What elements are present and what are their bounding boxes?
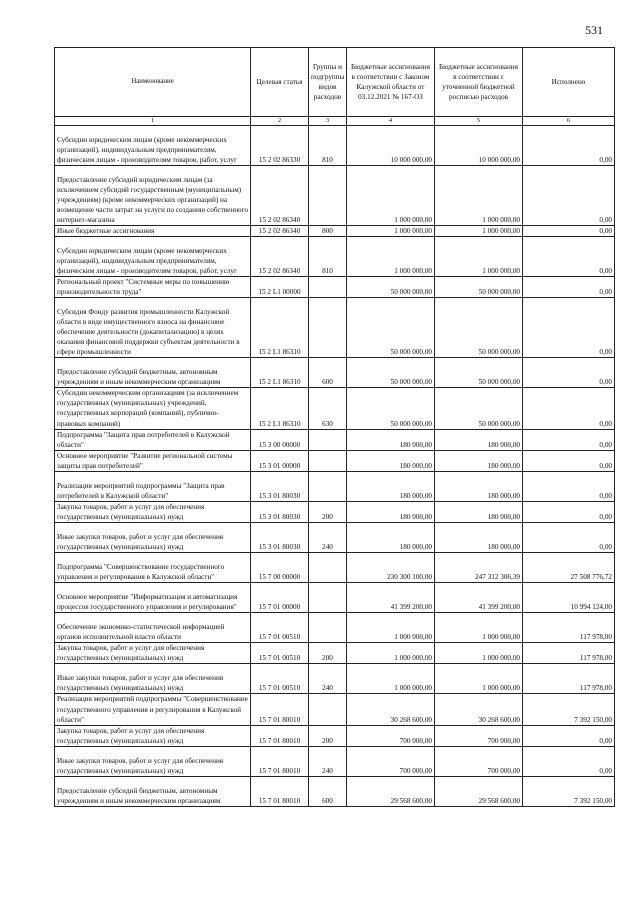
row-target-code: 15 7 01 00510 xyxy=(251,643,309,664)
row-assigned-refined: 180 000,00 xyxy=(435,472,523,502)
row-assigned-refined: 247 312 306,39 xyxy=(435,553,523,583)
row-assigned-refined: 180 000,00 xyxy=(435,450,523,471)
row-expense-group xyxy=(309,472,347,502)
row-assigned-law: 30 268 600,00 xyxy=(347,694,435,725)
row-assigned-law: 1 000 000,00 xyxy=(347,237,435,277)
row-executed: 0,00 xyxy=(523,388,615,429)
table-row xyxy=(55,358,615,388)
row-assigned-law: 1 000 000,00 xyxy=(347,166,435,226)
row-assigned-refined: 1 000 000,00 xyxy=(435,664,523,694)
row-assigned-refined: 30 268 600,00 xyxy=(435,694,523,725)
row-assigned-law: 180 000,00 xyxy=(347,502,435,523)
row-name: Предоставление субсидий бюджетным, автономным учреждениям и иным некоммерческим организациям xyxy=(55,776,251,806)
row-target-code: 15 2 L1 86310 xyxy=(251,388,309,429)
row-expense-group: 810 xyxy=(309,237,347,277)
row-assigned-refined: 180 000,00 xyxy=(435,523,523,553)
row-name: Иные закупки товаров, работ и услуг для обеспечения государственных (муниципальных) нужд xyxy=(55,746,251,776)
row-executed: 0,00 xyxy=(523,237,615,277)
table-row xyxy=(55,523,615,553)
row-expense-group xyxy=(309,298,347,358)
row-expense-group: 200 xyxy=(309,643,347,664)
table-row xyxy=(55,583,615,613)
table-row xyxy=(55,694,615,725)
row-expense-group: 240 xyxy=(309,664,347,694)
row-target-code: 15 7 00 00000 xyxy=(251,553,309,583)
row-target-code: 15 7 01 80010 xyxy=(251,725,309,746)
row-assigned-refined: 1 000 000,00 xyxy=(435,226,523,237)
row-name: Иные закупки товаров, работ и услуг для обеспечения государственных (муниципальных) нужд xyxy=(55,523,251,553)
row-name: Предоставление субсидий юридическим лицам (за исключением субсидий государственным (муниципальным) учреждениям) (кроме некоммерческих организаций) на возмещение части затрат на услуги по созданию собственного интернет-магазина xyxy=(55,166,251,226)
table-row xyxy=(55,277,615,298)
row-assigned-refined: 1 000 000,00 xyxy=(435,643,523,664)
row-name: Реализация мероприятий подпрограммы "Защита прав потребителей в Калужской области" xyxy=(55,472,251,502)
row-assigned-law: 180 000,00 xyxy=(347,450,435,471)
row-assigned-law: 700 000,00 xyxy=(347,725,435,746)
table-row xyxy=(55,553,615,583)
row-expense-group: 630 xyxy=(309,388,347,429)
row-expense-group xyxy=(309,613,347,643)
row-assigned-refined: 50 000 000,00 xyxy=(435,298,523,358)
row-executed: 0,00 xyxy=(523,472,615,502)
row-target-code: 15 7 01 00000 xyxy=(251,583,309,613)
row-assigned-refined: 180 000,00 xyxy=(435,429,523,450)
row-assigned-law: 50 000 000,00 xyxy=(347,388,435,429)
row-name: Подпрограмма "Защита прав потребителей в Калужской области" xyxy=(55,429,251,450)
row-assigned-refined: 10 000 000,00 xyxy=(435,126,523,166)
row-assigned-refined: 1 000 000,00 xyxy=(435,613,523,643)
row-expense-group: 600 xyxy=(309,776,347,806)
table-row xyxy=(55,388,615,429)
table-row xyxy=(55,776,615,806)
row-assigned-refined: 50 000 000,00 xyxy=(435,358,523,388)
row-executed: 10 994 124,00 xyxy=(523,583,615,613)
row-assigned-law: 1 000 000,00 xyxy=(347,664,435,694)
row-assigned-refined: 29 568 600,00 xyxy=(435,776,523,806)
row-target-code: 15 7 01 80010 xyxy=(251,746,309,776)
row-executed: 0,00 xyxy=(523,298,615,358)
row-assigned-law: 50 000 000,00 xyxy=(347,298,435,358)
column-number: 5 xyxy=(435,117,523,126)
row-executed: 117 978,00 xyxy=(523,643,615,664)
row-assigned-refined: 700 000,00 xyxy=(435,746,523,776)
row-target-code: 15 7 01 00510 xyxy=(251,664,309,694)
row-expense-group xyxy=(309,553,347,583)
row-target-code: 15 2 02 86340 xyxy=(251,166,309,226)
row-target-code: 15 2 02 86340 xyxy=(251,226,309,237)
row-name: Предоставление субсидий бюджетным, автономным учреждениям и иным некоммерческим организациям xyxy=(55,358,251,388)
row-expense-group: 600 xyxy=(309,358,347,388)
row-assigned-refined: 50 000 000,00 xyxy=(435,388,523,429)
row-name: Закупка товаров, работ и услуг для обеспечения государственных (муниципальных) нужд xyxy=(55,725,251,746)
row-name: Субсидии некоммерческим организациям (за исключением государственных (муниципальных) учреждений, государственных корпораций (компаний), публично-правовых компаний) xyxy=(55,388,251,429)
row-name: Реализация мероприятий подпрограммы "Совершенствование государственного управления и регулирования в Калужской области" xyxy=(55,694,251,725)
row-executed: 0,00 xyxy=(523,126,615,166)
row-executed: 7 392 150,00 xyxy=(523,776,615,806)
row-executed: 0,00 xyxy=(523,502,615,523)
header-executed: Исполнено xyxy=(523,48,615,117)
row-expense-group xyxy=(309,694,347,725)
row-name: Иные бюджетные ассигнования xyxy=(55,226,251,237)
row-expense-group xyxy=(309,277,347,298)
table-row xyxy=(55,664,615,694)
row-name: Обеспечение экономико-статистической информацией органов исполнительной власти области xyxy=(55,613,251,643)
row-assigned-law: 29 568 600,00 xyxy=(347,776,435,806)
row-expense-group xyxy=(309,583,347,613)
row-expense-group xyxy=(309,450,347,471)
row-executed: 117 978,00 xyxy=(523,613,615,643)
table-row xyxy=(55,746,615,776)
row-assigned-law: 180 000,00 xyxy=(347,472,435,502)
table-row xyxy=(55,613,615,643)
column-number: 3 xyxy=(309,117,347,126)
row-expense-group: 240 xyxy=(309,523,347,553)
row-target-code: 15 7 01 80010 xyxy=(251,776,309,806)
row-name: Субсидии юридическим лицам (кроме некоммерческих организаций), индивидуальным предпринимателям, физическим лицам - производителям товаров, работ, услуг xyxy=(55,126,251,166)
row-target-code: 15 3 01 00000 xyxy=(251,450,309,471)
table-body xyxy=(55,126,615,807)
row-name: Субсидии юридическим лицам (кроме некоммерческих организаций), индивидуальным предпринимателям, физическим лицам - производителям товаров, работ, услуг xyxy=(55,237,251,277)
table-row xyxy=(55,298,615,358)
table-row xyxy=(55,429,615,450)
row-assigned-law: 230 300 100,00 xyxy=(347,553,435,583)
row-expense-group xyxy=(309,166,347,226)
table-row xyxy=(55,226,615,237)
row-target-code: 15 3 01 80030 xyxy=(251,502,309,523)
row-name: Основное мероприятие "Информатизация и автоматизация процессов государственного управления и регулирования" xyxy=(55,583,251,613)
row-target-code: 15 2 02 86330 xyxy=(251,126,309,166)
row-expense-group: 200 xyxy=(309,502,347,523)
row-executed: 0,00 xyxy=(523,746,615,776)
row-executed: 27 508 776,72 xyxy=(523,553,615,583)
row-target-code: 15 2 L1 86310 xyxy=(251,358,309,388)
table-header xyxy=(55,48,615,126)
header-name: Наименование xyxy=(55,48,251,117)
row-assigned-law: 1 000 000,00 xyxy=(347,643,435,664)
row-target-code: 15 7 01 80010 xyxy=(251,694,309,725)
column-number-row xyxy=(55,117,615,126)
row-executed: 0,00 xyxy=(523,450,615,471)
row-assigned-law: 1 000 000,00 xyxy=(347,613,435,643)
page-number: 531 xyxy=(585,23,603,37)
table-row xyxy=(55,472,615,502)
row-assigned-refined: 50 000 000,00 xyxy=(435,277,523,298)
row-executed: 0,00 xyxy=(523,226,615,237)
row-name: Иные закупки товаров, работ и услуг для обеспечения государственных (муниципальных) нужд xyxy=(55,664,251,694)
row-expense-group: 200 xyxy=(309,725,347,746)
header-assigned-refined: Бюджетные ассигнования в соответствии с уточненной бюджетной росписью расходов xyxy=(435,48,523,117)
column-number: 1 xyxy=(55,117,251,126)
row-target-code: 15 2 L1 86310 xyxy=(251,298,309,358)
row-assigned-law: 50 000 000,00 xyxy=(347,277,435,298)
table-row xyxy=(55,126,615,166)
row-executed: 0,00 xyxy=(523,277,615,298)
row-name: Региональный проект "Системные меры по повышению производительности труда" xyxy=(55,277,251,298)
row-assigned-refined: 700 000,00 xyxy=(435,725,523,746)
row-assigned-law: 1 000 000,00 xyxy=(347,226,435,237)
row-target-code: 15 2 L1 00000 xyxy=(251,277,309,298)
row-target-code: 15 2 02 86340 xyxy=(251,237,309,277)
row-executed: 0,00 xyxy=(523,358,615,388)
budget-table xyxy=(54,47,615,807)
row-target-code: 15 3 00 00000 xyxy=(251,429,309,450)
row-name: Закупка товаров, работ и услуг для обеспечения государственных (муниципальных) нужд xyxy=(55,502,251,523)
row-target-code: 15 3 01 80030 xyxy=(251,523,309,553)
column-number: 4 xyxy=(347,117,435,126)
row-assigned-refined: 1 000 000,00 xyxy=(435,166,523,226)
row-executed: 0,00 xyxy=(523,523,615,553)
row-assigned-law: 10 000 000,00 xyxy=(347,126,435,166)
column-number: 2 xyxy=(251,117,309,126)
row-name: Закупка товаров, работ и услуг для обеспечения государственных (муниципальных) нужд xyxy=(55,643,251,664)
row-assigned-law: 50 000 000,00 xyxy=(347,358,435,388)
row-expense-group: 810 xyxy=(309,126,347,166)
column-number: 6 xyxy=(523,117,615,126)
row-assigned-refined: 1 000 000,00 xyxy=(435,237,523,277)
row-assigned-law: 180 000,00 xyxy=(347,429,435,450)
row-executed: 7 392 150,00 xyxy=(523,694,615,725)
table-row xyxy=(55,450,615,471)
table-row xyxy=(55,643,615,664)
table-row xyxy=(55,166,615,226)
row-target-code: 15 7 01 00510 xyxy=(251,613,309,643)
row-name: Основное мероприятие "Развитие региональной системы защиты прав потребителей" xyxy=(55,450,251,471)
row-executed: 0,00 xyxy=(523,725,615,746)
row-assigned-refined: 41 399 200,00 xyxy=(435,583,523,613)
row-assigned-refined: 180 000,00 xyxy=(435,502,523,523)
row-expense-group: 800 xyxy=(309,226,347,237)
row-name: Подпрограмма "Совершенствование государственного управления и регулирования в Калужской области" xyxy=(55,553,251,583)
row-executed: 117 978,00 xyxy=(523,664,615,694)
header-group: Группы и подгруппы видов расходов xyxy=(309,48,347,117)
table-row xyxy=(55,237,615,277)
row-name: Субсидия Фонду развития промышленности Калужской области в виде имущественного взноса на финансовое обеспечение деятельности (докапитализацию) в целях оказания финансовой поддержки субъектам деятельности в сфере промышленности xyxy=(55,298,251,358)
row-assigned-law: 41 399 200,00 xyxy=(347,583,435,613)
row-assigned-law: 180 000,00 xyxy=(347,523,435,553)
row-executed: 0,00 xyxy=(523,429,615,450)
row-target-code: 15 3 01 80030 xyxy=(251,472,309,502)
header-assigned-law: Бюджетные ассигнования в соответствии с Законом Калужской области от 03.12.2021 № 167-ОЗ xyxy=(347,48,435,117)
table-row xyxy=(55,725,615,746)
row-expense-group: 240 xyxy=(309,746,347,776)
row-expense-group xyxy=(309,429,347,450)
row-assigned-law: 700 000,00 xyxy=(347,746,435,776)
header-code: Целевая статья xyxy=(251,48,309,117)
table-row xyxy=(55,502,615,523)
row-executed: 0,00 xyxy=(523,166,615,226)
